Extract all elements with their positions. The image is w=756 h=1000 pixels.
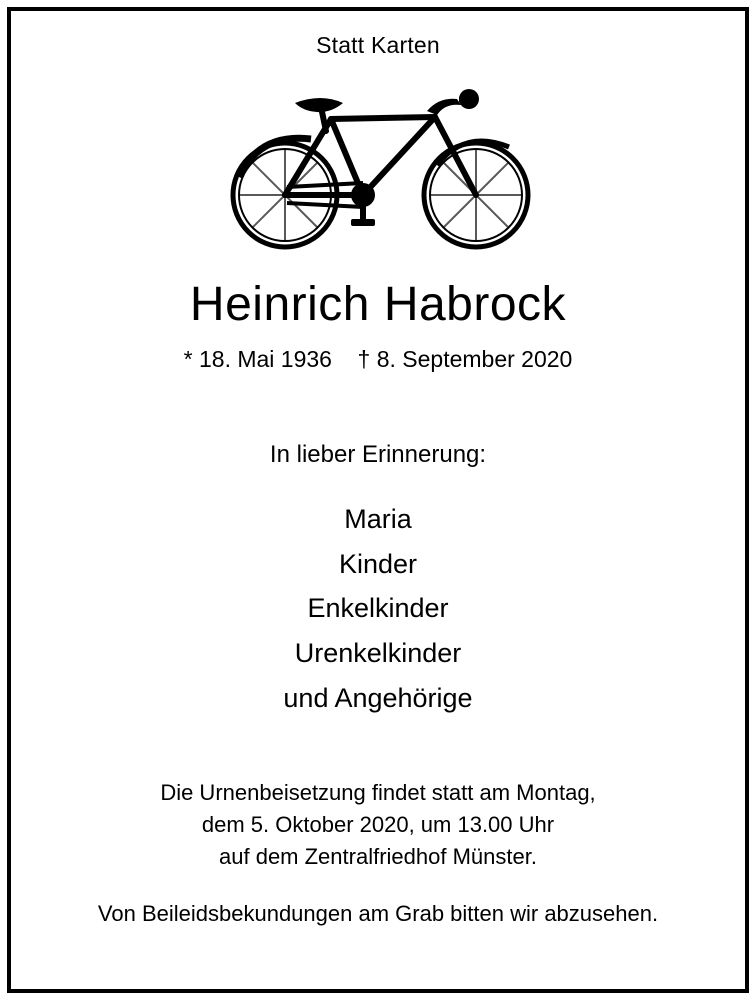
- deceased-name: Heinrich Habrock: [189, 278, 567, 331]
- funeral-line: dem 5. Oktober 2020, um 13.00 Uhr: [201, 811, 555, 837]
- funeral-line: Die Urnenbeisetzung findet statt am Montag,: [160, 779, 596, 805]
- funeral-line: auf dem Zentralfriedhof Münster.: [219, 843, 537, 869]
- family-list: [283, 497, 472, 721]
- list-item: Urenkelkinder: [294, 638, 462, 669]
- closing-note: Von Beileidsbekundungen am Grab bitten wir abzusehen.: [97, 900, 659, 926]
- funeral-details: [160, 777, 595, 873]
- memory-line: In lieber Erinnerung:: [269, 440, 487, 468]
- list-item: Maria: [344, 503, 412, 534]
- card-content: [18, 18, 738, 982]
- bicycle-icon: [213, 73, 543, 253]
- heading-statt-karten: Statt Karten: [316, 32, 440, 58]
- birth-death-dates: * 18. Mai 1936 † 8. September 2020: [183, 345, 573, 372]
- list-item: Kinder: [338, 548, 418, 579]
- list-item: Enkelkinder: [307, 593, 449, 624]
- list-item: und Angehörige: [283, 683, 473, 714]
